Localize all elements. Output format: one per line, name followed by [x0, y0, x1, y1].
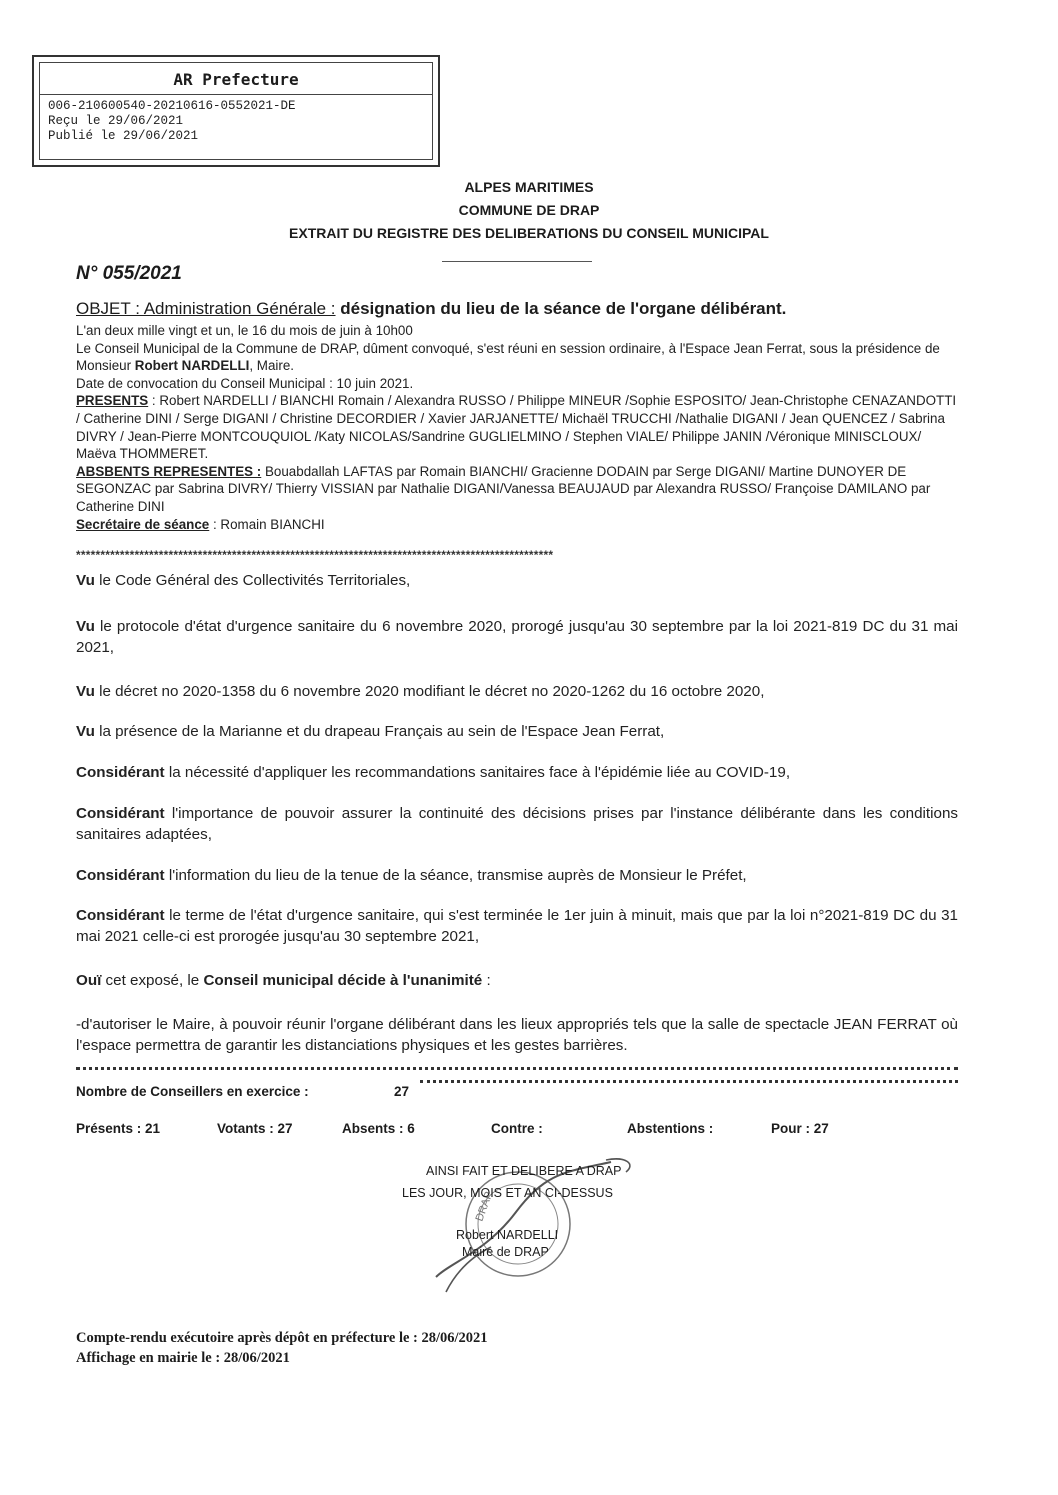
objet-text: désignation du lieu de la séance de l'organe délibérant.: [335, 299, 787, 318]
secretaire-label: Secrétaire de séance: [76, 516, 210, 532]
separator-stars: **************************************************************************************************: [76, 548, 554, 562]
footer-executoire: Compte-rendu exécutoire après dépôt en préfecture le : 28/06/2021: [76, 1330, 488, 1346]
oui-lead: Ouï: [76, 972, 102, 989]
body-text: le Code Général des Collectivités Territoriales,: [94, 572, 411, 589]
count-votants: Votants : 27: [217, 1121, 293, 1136]
footer: [76, 1328, 488, 1368]
presents-paragraph: [76, 392, 958, 462]
vu-protocole: [76, 616, 958, 658]
body-text: le décret no 2020-1358 du 6 novembre 2020 modifiant le décret no 2020-1262 du 16 octobre 2020,: [94, 683, 765, 700]
body-text: l'importance de pouvoir assurer la continuité des décisions prises par l'instance délibérante dans les conditions sanitaires adaptées,: [76, 805, 958, 843]
intro-session-end: , Maire.: [249, 358, 295, 374]
body-text: l'information du lieu de la tenue de la séance, transmise auprès de Monsieur le Préfet,: [164, 867, 747, 884]
signature-area: [396, 1152, 666, 1297]
body-lead: Considérant: [76, 805, 165, 822]
intro-convocation: Date de convocation du Conseil Municipal : 10 juin 2021.: [76, 375, 414, 391]
intro-date: L'an deux mille vingt et un, le 16 du mois de juin à 10h00: [76, 323, 413, 338]
intro-block: [76, 322, 958, 533]
absents-paragraph: [76, 463, 958, 516]
count-absents: Absents : 6: [342, 1121, 415, 1136]
body-lead: Considérant: [76, 907, 165, 924]
signature-line-1: AINSI FAIT ET DELIBERE A DRAP: [426, 1164, 622, 1178]
secretaire-paragraph: [76, 516, 958, 534]
header-commune: COMMUNE DE DRAP: [458, 202, 600, 218]
seal-text: DRAP: [473, 1190, 496, 1224]
considerant-terme: [76, 905, 958, 947]
ar-prefecture-stamp: [32, 55, 440, 167]
vu-decret: [76, 681, 958, 702]
body-lead: Vu: [76, 618, 95, 635]
conseillers-value: 27: [394, 1084, 410, 1099]
ar-stamp-published: Publié le 29/06/2021: [48, 129, 199, 143]
vu-code: [76, 570, 958, 591]
body-text: la nécessité d'appliquer les recommandations sanitaires face à l'épidémie liée au COVID-19,: [164, 764, 791, 781]
ar-stamp-lines: [48, 99, 296, 144]
body-text: le terme de l'état d'urgence sanitaire, qui s'est terminée le 1er juin à minuit, mais que par la loi n°2021-819 DC du 31 mai 2021 celle-ci est prorogée jusqu'au 30 septembre 2021,: [76, 907, 958, 945]
count-presents: Présents : 21: [76, 1121, 161, 1136]
body-lead: Considérant: [76, 764, 165, 781]
considerant-recommandations: [76, 762, 958, 783]
objet-line: [76, 299, 786, 319]
oui-expose: [76, 970, 958, 991]
body-lead: Vu: [76, 723, 95, 740]
body-text: le protocole d'état d'urgence sanitaire du 6 novembre 2020, prorogé jusqu'au 30 septembre par la loi 2021-819 DC du 31 mai 2021,: [76, 618, 958, 656]
signature-line-2: LES JOUR, MOIS ET AN CI-DESSUS: [402, 1186, 613, 1200]
absents-list: Bouabdallah LAFTAS par Romain BIANCHI/ Gracienne DODAIN par Serge DIGANI/ Martine DUNOYER DE SEGONZAC par Sabrina DIVRY/ Thierry VISSIAN par Nathalie DIGANI/Vanessa BEAUJAUD par Alexandra RUSSO/ Françoise DAMILANO par Catherine DINI: [76, 463, 931, 514]
presents-label: PRESENTS: [76, 393, 149, 409]
count-pour: Pour : 27: [771, 1121, 829, 1136]
secretaire-name: : Romain BIANCHI: [209, 516, 325, 532]
body-lead: Vu: [76, 572, 95, 589]
vu-marianne: [76, 721, 958, 742]
dotted-rule-top: [76, 1067, 958, 1074]
decision-text: -d'autoriser le Maire, à pouvoir réunir l'organe délibérant dans les lieux appropriés tels que la salle de spectacle JEAN FERRAT où l'espace permettra de garantir les distanciations physiques et les gestes barrières.: [76, 1016, 958, 1054]
oui-decision: Conseil municipal décide à l'unanimité: [203, 972, 483, 989]
objet-label: OBJET : Administration Générale :: [76, 299, 336, 318]
intro-session: [76, 340, 958, 375]
absents-label: ABSBENTS REPRESENTES :: [76, 463, 262, 479]
deliberation-number: N° 055/2021: [76, 263, 182, 284]
header-department: ALPES MARITIMES: [464, 179, 594, 195]
body-text: la présence de la Marianne et du drapeau Français au sein de l'Espace Jean Ferrat,: [94, 723, 665, 740]
oui-colon: :: [482, 972, 491, 989]
header-rule: [442, 261, 592, 262]
presents-list: : Robert NARDELLI / BIANCHI Romain / Alexandra RUSSO / Philippe MINEUR /Sophie ESPOSITO/ Jean-Christophe CENAZANDOTTI / Catherine DINI / Serge DIGANI / Christine DECORDIER / Xavier JARJANETTE/ Michaël TRUCCHI /Nathalie DIGANI / Jean QUENCEZ / Sabrina DIVRY / Jean-Pierre MONTCOUQUIOL /Katy NICOLAS/Sandrine GUGLIELMINO / Stephen VIALE/ Philippe JANIN /Véronique MINISCLOUX/ Maëva THOMMERET.: [76, 393, 957, 462]
considerant-information: [76, 865, 958, 886]
count-abstentions: Abstentions :: [627, 1121, 714, 1136]
oui-text: cet exposé, le: [101, 972, 204, 989]
dotted-rule-bottom: [420, 1080, 958, 1087]
mayor-name: Robert NARDELLI: [134, 358, 250, 374]
signature-mayor-name: Robert NARDELLI: [456, 1228, 559, 1242]
conseillers-label: Nombre de Conseillers en exercice :: [76, 1084, 309, 1099]
body-lead: Considérant: [76, 867, 165, 884]
header-register-title: EXTRAIT DU REGISTRE DES DELIBERATIONS DU CONSEIL MUNICIPAL: [289, 225, 769, 241]
intro-session-text: Le Conseil Municipal de la Commune de DRAP, dûment convoqué, s'est réuni en session ordinaire, à l'Espace Jean Ferrat, sous la présidence de Monsieur: [76, 340, 940, 374]
count-contre: Contre :: [491, 1121, 543, 1136]
signature-mayor-title: Maire de DRAP: [462, 1245, 549, 1259]
ar-stamp-reference: 006-210600540-20210616-0552021-DE: [48, 99, 296, 113]
ar-stamp-inner-frame: [39, 62, 433, 160]
ar-stamp-divider: [40, 94, 432, 95]
ar-stamp-received: Reçu le 29/06/2021: [48, 114, 184, 128]
ar-stamp-title: AR Prefecture: [173, 70, 299, 89]
body-lead: Vu: [76, 683, 95, 700]
footer-affichage: Affichage en mairie le : 28/06/2021: [76, 1350, 290, 1366]
considerant-continuite: [76, 803, 958, 845]
